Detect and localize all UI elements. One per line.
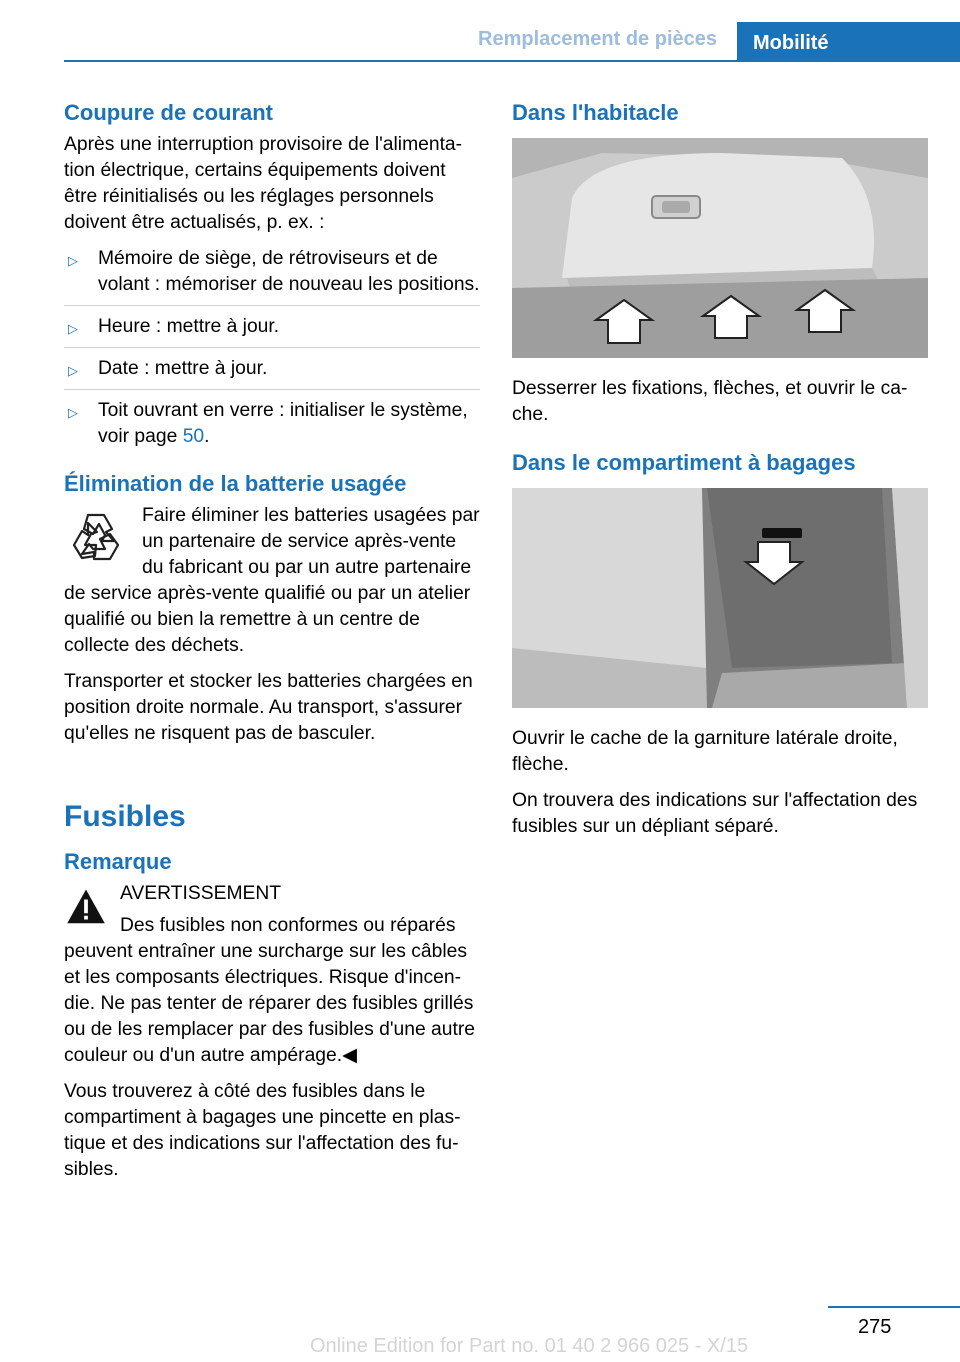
list-item-text: Heure : mettre à jour.: [98, 316, 280, 337]
triangle-bullet-icon: ▷: [68, 253, 78, 268]
heading-bagages: Dans le compartiment à bagages: [512, 450, 856, 475]
list-item: [64, 356, 480, 390]
warning-text: Des fusibles non conformes ou réparés peuvent entraîner une surcharge sur les câbles et les composants électriques. Risque d'incendie. Ne pas tenter de réparer des fusibles grillés ou de les remplacer par des fusibles d'une autre couleur ou d'un autre ampérage.◀: [64, 915, 475, 1066]
footer-rule: [828, 1306, 960, 1308]
right-column: [512, 98, 928, 850]
luggage-compartment-photo: [512, 488, 928, 708]
list-item: [64, 314, 480, 348]
bagages-caption: Ouvrir le cache de la garniture latérale droite, flèche.: [512, 728, 898, 775]
heading-remarque: Remarque: [64, 849, 172, 874]
page-reference-link[interactable]: 50: [182, 426, 205, 447]
warning-block: [64, 881, 480, 1069]
triangle-bullet-icon: ▷: [68, 405, 78, 420]
warning-icon: [64, 887, 108, 927]
elimination-block: [64, 503, 480, 747]
coupure-list: [64, 246, 480, 457]
heading-fusibles: Fusibles: [64, 800, 186, 833]
header-chapter-tab[interactable]: Mobilité: [737, 22, 960, 62]
heading-elimination: Élimination de la batterie usagée: [64, 471, 407, 496]
list-item-text: Toit ouvrant en verre : initialiser le système, voir page: [98, 400, 468, 447]
list-item: [64, 246, 480, 306]
header-section-title: Remplacement de pièces: [478, 28, 717, 50]
heading-coupure: Coupure de courant: [64, 100, 274, 125]
warning-title: AVERTISSEMENT: [120, 883, 282, 904]
header-rule: [64, 60, 960, 62]
page-number: 275: [858, 1316, 892, 1338]
bagages-paragraph: On trouvera des indications sur l'affectation des fusibles sur un dépliant séparé.: [512, 790, 918, 837]
triangle-bullet-icon: ▷: [68, 321, 78, 336]
list-item-text: Mémoire de siège, de rétroviseurs et de volant : mémoriser de nouveau les positions.: [98, 248, 480, 295]
fusibles-paragraph: Vous trouverez à côté des fusibles dans le compartiment à bagages une pincette en plastique et des indications sur l'affectation des fusibles.: [64, 1081, 461, 1180]
heading-habitacle: Dans l'habitacle: [512, 100, 679, 125]
edition-watermark: Online Edition for Part no. 01 40 2 966 025 - X/15: [310, 1335, 749, 1357]
glovebox-photo: [512, 138, 928, 358]
list-item: [64, 398, 480, 457]
triangle-bullet-icon: ▷: [68, 363, 78, 378]
recycle-icon: [64, 507, 128, 571]
elimination-text-2: Transporter et stocker les batteries chargées en position droite normale. Au transport, s'assurer qu'elles ne risquent pas de basculer.: [64, 671, 473, 744]
elimination-text-1: Faire éliminer les batteries usagées par un partenaire de service après-vente du fabricant ou par un autre partenaire de service après-vente qualifié ou par un atelier qualifié ou bien la remettre à un centre de collecte des déchets.: [64, 505, 480, 656]
list-item-suffix: .: [204, 426, 210, 447]
coupure-intro: Après une interruption provisoire de l'alimentation électrique, certains équipements doivent être réinitialisés ou les réglages personnels doivent être actualisés, p. ex. :: [64, 134, 463, 233]
habitacle-caption: Desserrer les fixations, flèches, et ouvrir le cache.: [512, 378, 908, 425]
list-item-text: Date : mettre à jour.: [98, 358, 268, 379]
left-column: [64, 98, 480, 1193]
